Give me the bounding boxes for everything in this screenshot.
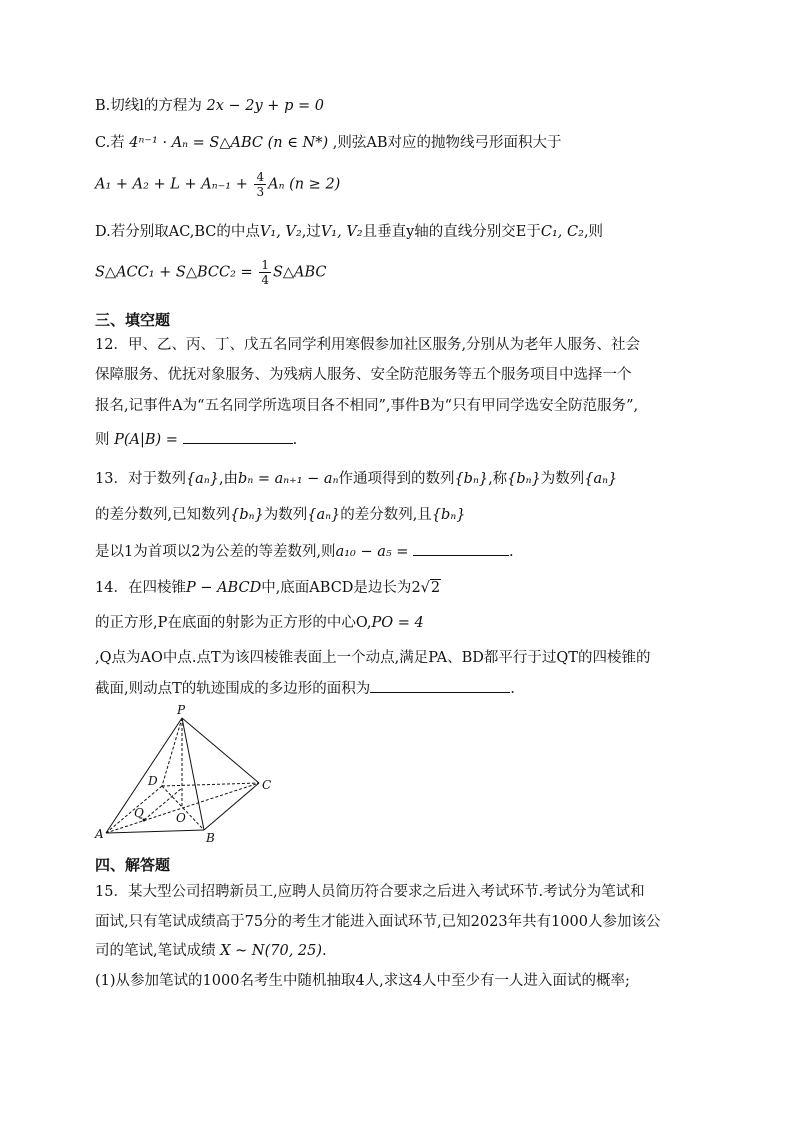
section-heading-solve: 四、解答题 bbox=[95, 856, 171, 874]
label-a: A bbox=[95, 827, 104, 841]
pyramid-figure bbox=[92, 700, 292, 845]
label-o: O bbox=[176, 811, 186, 825]
q12-line-2: 保障服务、优抚对象服务、为残病人服务、安全防范服务等五个服务项目中选择一个 bbox=[95, 367, 632, 383]
option-b: B.切线l的方程为 2x − 2y + p = 0 bbox=[95, 98, 324, 114]
option-c: C.若 4ⁿ⁻¹ · Aₙ = S△ABC (n ∈ N*) ,则弦AB对应的抛物线弓形面积大于 bbox=[95, 135, 562, 151]
label-q: Q bbox=[134, 806, 144, 820]
q14-line-1: 14．在四棱锥P − ABCD中,底面ABCD是边长为2√2 bbox=[95, 580, 441, 596]
fraction-four-thirds: $\frac{4}{3}$ bbox=[256, 170, 265, 199]
fraction-one-quarter: $\frac{1}{4}$ bbox=[261, 258, 269, 287]
q15-line-2: 面试,只有笔试成绩高于75分的考生才能进入面试环节,已知2023年共有1000人参加该公 bbox=[95, 914, 661, 930]
option-c-condition: 4ⁿ⁻¹ · Aₙ = S△ABC (n ∈ N*) bbox=[129, 135, 329, 151]
q15-line-1: 15．某大型公司招聘新员工,应聘人员简历符合要求之后进入考试环节.考试分为笔试和 bbox=[95, 884, 645, 900]
label-b: B bbox=[206, 831, 215, 845]
label-p: P bbox=[177, 703, 186, 717]
answer-blank-q14[interactable] bbox=[370, 678, 510, 693]
q14-line-4: 截面,则动点T的轨迹围成的多边形的面积为 . bbox=[95, 678, 515, 699]
q15-line-3: 司的笔试,笔试成绩 X ~ N(70, 25). bbox=[95, 943, 327, 959]
q13-line-3: 是以1为首项以2为公差的等差数列,则a₁₀ − a₅ = . bbox=[95, 541, 514, 562]
q12-line-3: 报名,记事件A为“五名同学所选项目各不相同”,事件B为“只有甲同学选安全防范服务”, bbox=[95, 398, 639, 414]
q12-line-1: 12．甲、乙、丙、丁、戊五名同学利用寒假参加社区服务,分别从为老年人服务、社会 bbox=[95, 337, 641, 353]
option-d-formula: S△ACC₁ + S△BCC₂ = $\frac{1}{4}$ S△ABC bbox=[95, 258, 327, 287]
option-d: D.若分别取AC,BC的中点V₁, V₂,过V₁, V₂且垂直y轴的直线分别交E于C₁, C₂,则 bbox=[95, 224, 604, 240]
answer-blank-q12[interactable] bbox=[183, 429, 293, 444]
tangent-equation: 2x − 2y + p = 0 bbox=[206, 98, 324, 114]
q12-line-4: 则 P(A|B) = . bbox=[95, 429, 297, 450]
section-heading-fill-in: 三、填空题 bbox=[95, 311, 171, 329]
q14-line-2: 的正方形,P在底面的射影为正方形的中心O,PO = 4 bbox=[95, 615, 424, 631]
q15-line-4: (1)从参加笔试的1000名考生中随机抽取4人,求这4人中至少有一人进入面试的概率; bbox=[95, 973, 630, 989]
option-c-sum: A₁ + A₂ + L + Aₙ₋₁ + $\frac{4}{3}$ Aₙ (n ≥ 2) bbox=[95, 170, 341, 199]
q13-line-1: 13．对于数列{aₙ},由bₙ = aₙ₊₁ − aₙ作通项得到的数列{bₙ},称{bₙ}为数列{aₙ} bbox=[95, 471, 618, 487]
label-c: C bbox=[262, 778, 272, 792]
q13-line-2: 的差分数列,已知数列{bₙ}为数列{aₙ}的差分数列,且{bₙ} bbox=[95, 507, 466, 523]
q14-line-3: ,Q点为AO中点.点T为该四棱锥表面上一个动点,满足PA、BD都平行于过QT的四棱锥的 bbox=[95, 650, 651, 666]
label-d: D bbox=[148, 774, 158, 788]
answer-blank-q13[interactable] bbox=[413, 541, 509, 556]
